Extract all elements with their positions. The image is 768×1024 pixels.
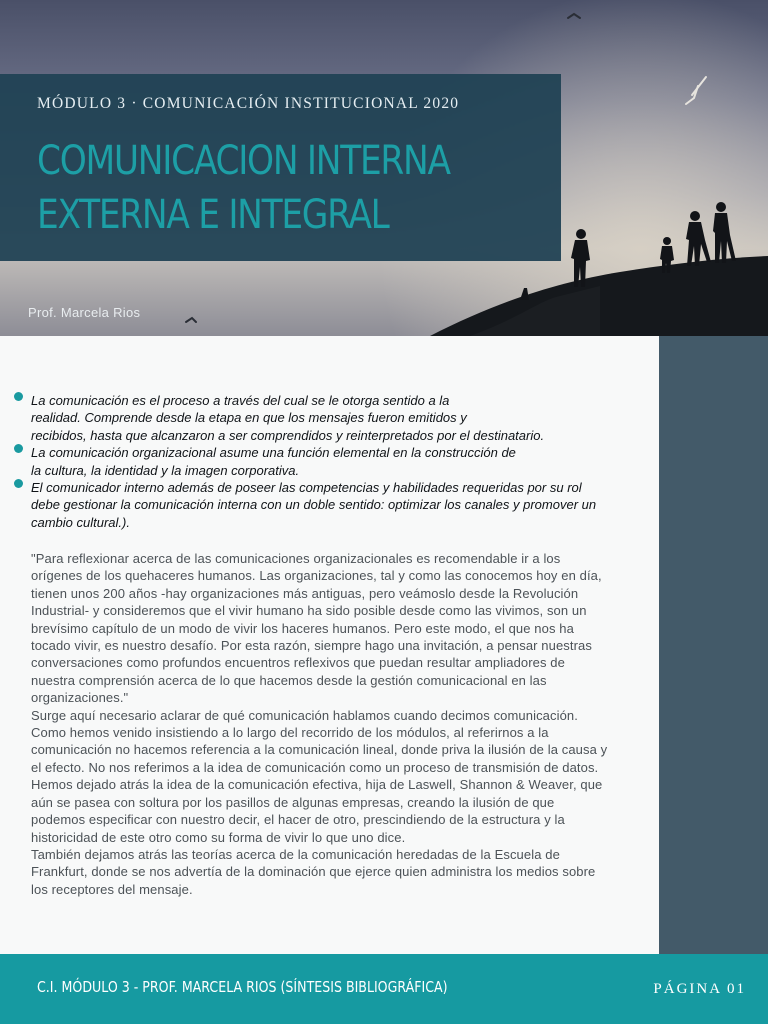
title-box (0, 74, 561, 261)
bullet-dot-icon (14, 444, 23, 453)
bullet-dot-icon (14, 392, 23, 401)
bullet-text: El comunicador interno además de poseer las competencias y habilidades requeridas por su rol debe gestionar la comunicación interna con un doble sentido: optimizar los canales y promover un cambio cultural.). (31, 480, 597, 530)
bullet-text: La comunicación organizacional asume una función elemental en la construcción de la cultura, la identidad y la imagen corporativa. (31, 445, 516, 478)
body-text (31, 550, 643, 898)
body-paragraph: Surge aquí necesario aclarar de qué comunicación hablamos cuando decimos comunicación. Como hemos venido insistiendo a lo largo del recorrido de los módulos, al referirnos a la comunicación no hacemos referencia a la comunicación lineal, donde priva la ilusión de la causa y el efecto. No nos referimos a la idea de comunicación como un proceso de transmisión de datos. Hemos dejado atrás la idea de la comunicación efectiva, hija de Laswell, Shannon & Weaver, que aún se pasea con soltura por los pasillos de algunas empresas, creando la ilusión de que podemos especificar con nuestro decir, el hacer de otro, prescindiendo de la estructura y la historicidad de este otro como su forma de vivir lo que uno dice. (31, 707, 608, 845)
author-name: Prof. Marcela Rios (28, 305, 141, 320)
content-panel (0, 336, 659, 954)
bullet-text: La comunicación es el proceso a través del cual se le otorga sentido a la realidad. Comprende desde la etapa en que los mensajes fueron emitidos y recibidos, hasta que alcanzaron a ser comprendidos y reinterpretados por el destinatario. (31, 393, 545, 443)
footer-course-label: C.I. MÓDULO 3 - PROF. MARCELA RIOS (SÍNTESIS BIBLIOGRÁFICA) (37, 978, 448, 996)
header-photo (0, 0, 768, 336)
page-title-line-1: COMUNICACION INTERNA (37, 138, 450, 184)
bullet-dot-icon (14, 479, 23, 488)
footer-bar (0, 954, 768, 1024)
page-title-line-2: EXTERNA E INTEGRAL (37, 192, 389, 238)
bullet-item (14, 444, 644, 479)
body-paragraph: También dejamos atrás las teorías acerca de la comunicación heredadas de la Escuela de Frankfurt, donde se nos advertía de la dominación que ejerce quien administra los medios sobre los receptores del mensaje. (31, 846, 596, 897)
page-number: PÁGINA 01 (653, 981, 746, 997)
bullet-item (14, 392, 644, 444)
right-sidebar-band (659, 336, 768, 954)
module-kicker: MÓDULO 3 · COMUNICACIÓN INSTITUCIONAL 2020 (37, 95, 460, 112)
bullet-list (14, 392, 644, 531)
bullet-item (14, 479, 644, 531)
body-paragraph: "Para reflexionar acerca de las comunicaciones organizacionales es recomendable ir a los orígenes de los quehaceres humanos. Las organizaciones, tal y como las conocemos hoy en día, tienen unos 200 años -hay organizaciones más antiguas, pero veámoslo desde la Revolución Industrial- y consideremos que el vivir humano ha sido posible desde como las vivimos, son un brevísimo capítulo de un modo de vivir los haceres humanos. Pero este modo, el que nos ha tocado vivir, es nuestro desafío. Por esta razón, siempre hago una invitación, a pensar nuestras conversaciones como profundos encuentros reflexivos que puedan resultar ampliadores de nuestra comprensión acerca de lo que hacemos desde la gestión comunicacional en las organizaciones." (31, 551, 602, 706)
page-title (37, 134, 476, 242)
